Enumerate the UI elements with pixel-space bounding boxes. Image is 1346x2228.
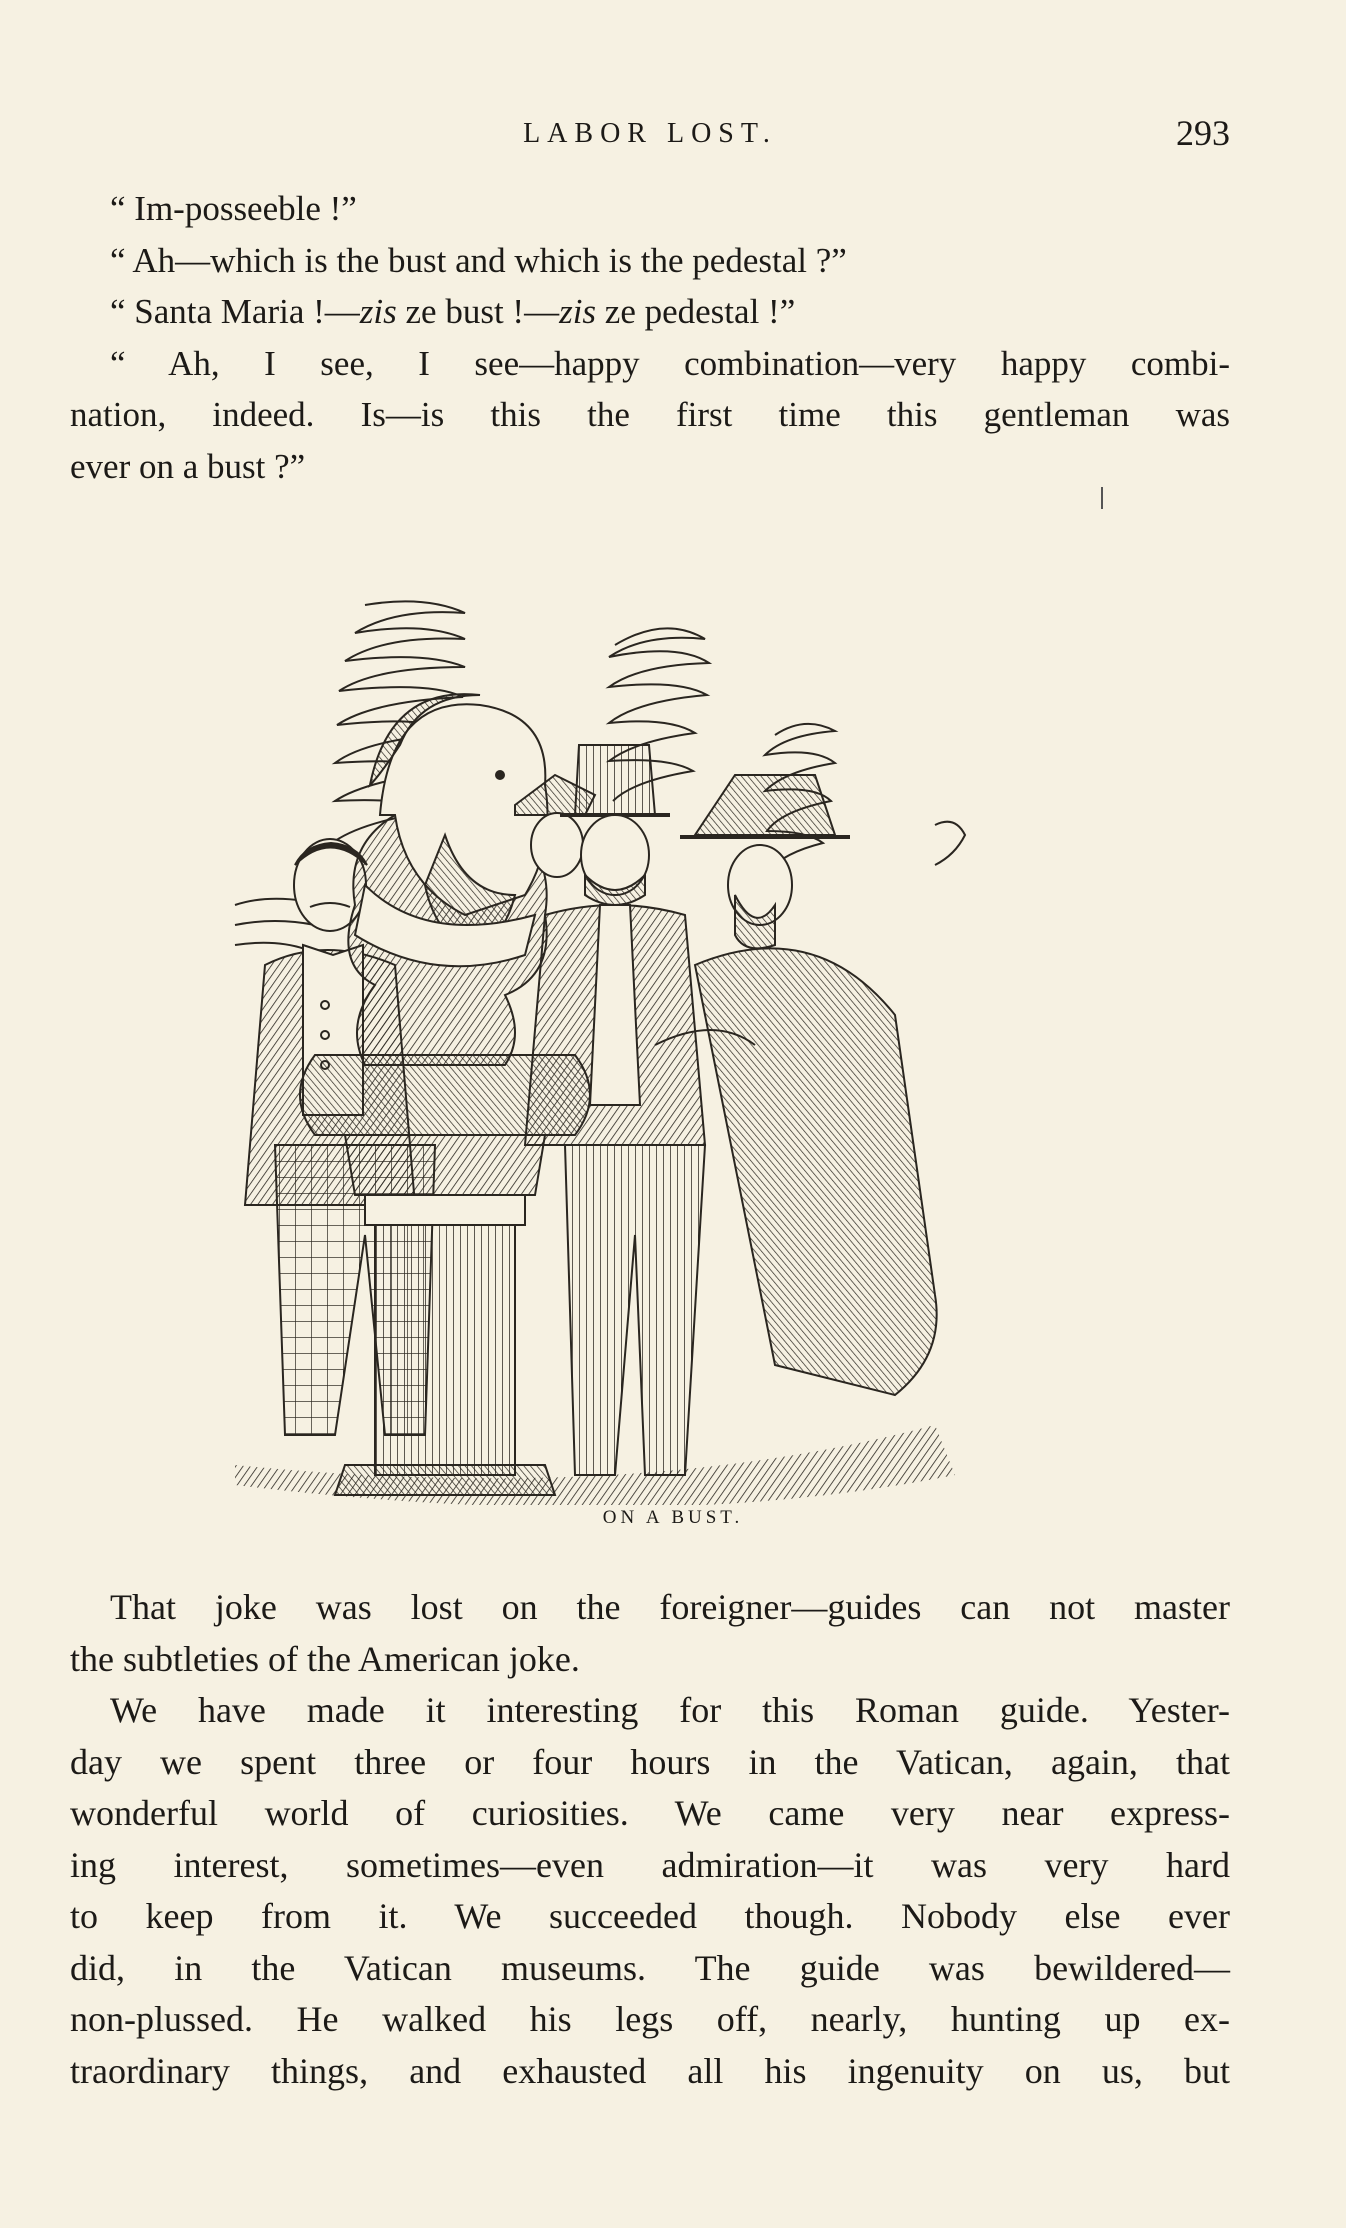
page-number: 293 — [1176, 113, 1230, 153]
paragraph-line — [70, 1788, 1230, 1840]
paragraph-line — [70, 1943, 1230, 1995]
paragraph-text: to keep from it. We succeeded though. Nobody else ever — [70, 1896, 1230, 1936]
paragraph-line — [70, 1994, 1230, 2046]
dialogue-text: “ Santa Maria !— — [110, 292, 360, 331]
running-head — [70, 108, 1230, 158]
dialogue-line — [70, 286, 1230, 338]
paragraph-text: ever on a bust ?” — [70, 446, 306, 486]
paragraph-line — [70, 441, 1230, 493]
paragraph-text: wonderful world of curiosities. We came very near express- — [70, 1793, 1230, 1833]
paragraph-line — [70, 1737, 1230, 1789]
dialogue-line — [70, 235, 1230, 287]
paragraph-text: ing interest, sometimes—even admiration—it was very hard — [70, 1844, 1230, 1885]
paragraph-text: That joke was lost on the foreigner—guides can not master — [110, 1587, 1230, 1627]
paragraph-line — [70, 1891, 1230, 1943]
dialogue-text: ze pedestal !” — [596, 292, 796, 331]
illustration-caption: ON A BUST. — [602, 1507, 744, 1528]
body-text — [70, 1582, 1230, 2097]
paragraph-text: day we spent three or four hours in the Vatican, again, that — [70, 1741, 1230, 1782]
dialogue-block — [70, 183, 1230, 492]
italic-text: zis — [359, 292, 397, 331]
paragraph-text: “ Ah, I see, I see—happy combination—very happy combi- — [110, 343, 1230, 383]
paragraph-line — [70, 1685, 1230, 1737]
paragraph-line — [70, 1840, 1230, 1892]
paragraph-line — [70, 2046, 1230, 2098]
paragraph-line — [70, 338, 1230, 390]
engraving-bust-illustration — [215, 585, 1085, 1505]
paragraph-line — [70, 1634, 1230, 1686]
paragraph-text: nation, indeed. Is—is this the first time this gentleman was — [70, 395, 1230, 434]
paragraph-line — [70, 1582, 1230, 1634]
paragraph-text: traordinary things, and exhausted all his ingenuity on us, but — [70, 2050, 1230, 2091]
dialogue-line — [70, 183, 1230, 235]
paragraph-text: We have made it interesting for this Roman guide. Yester- — [110, 1690, 1230, 1730]
dialogue-text: “ Im-posseeble !” — [110, 189, 357, 228]
dialogue-text: ze bust !— — [396, 292, 560, 331]
paragraph-line — [70, 389, 1230, 441]
dialogue-text: “ Ah—which is the bust and which is the pedestal ?” — [110, 240, 847, 280]
paragraph-text: did, in the Vatican museums. The guide was bewildered— — [70, 1947, 1230, 1988]
running-title: LABOR LOST. — [523, 118, 777, 149]
paragraph-text: non-plussed. He walked his legs off, nearly, hunting up ex- — [70, 1999, 1230, 2039]
stray-ink-mark — [1101, 487, 1103, 509]
italic-text: zis — [559, 292, 597, 331]
paragraph-text: the subtleties of the American joke. — [70, 1638, 580, 1679]
